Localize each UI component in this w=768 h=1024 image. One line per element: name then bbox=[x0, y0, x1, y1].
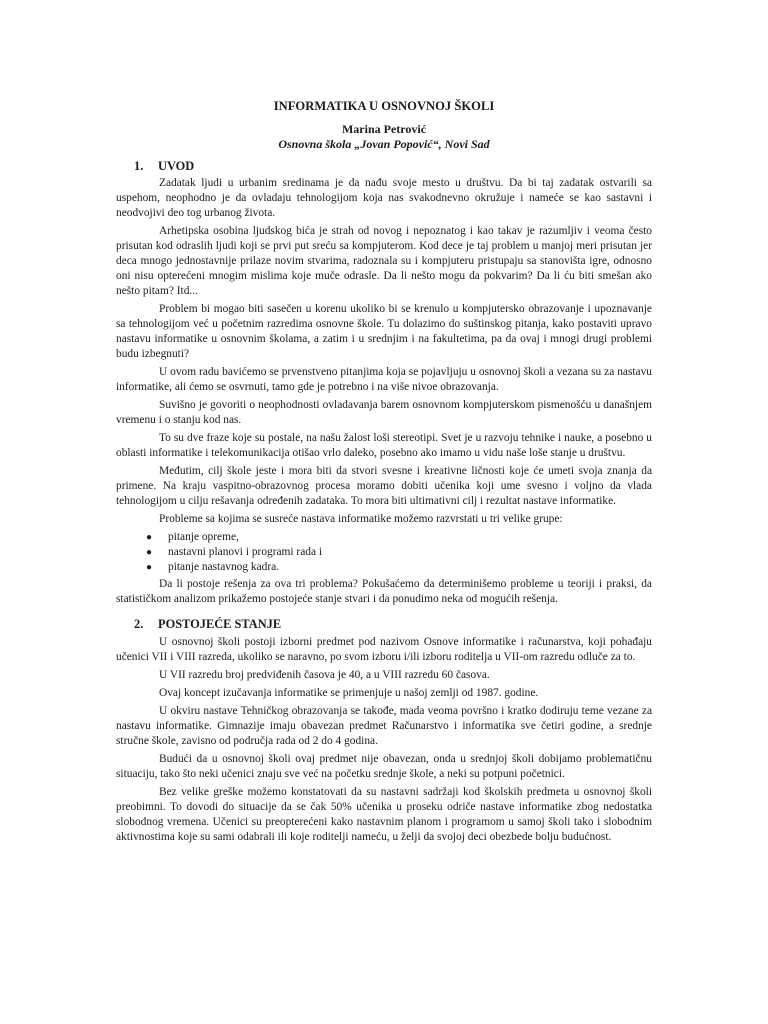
paragraph: Bez velike greške možemo konstatovati da su nastavni sadržaji kod školskih predmeta u osnovnoj školi preobimni. To dovodi do situacije da se čak 50% učenika u proseku odriče nastave informatike zbog nedostatka slobodnog vremena. Učenici su preopterećeni kako nastavnim planom i programom u samoj školi tako i slobodnim aktivnostima koje su sami odabrali ili koje roditelji nameću, u želji da svojoj deci obezbede bolju budućnost. bbox=[116, 786, 652, 843]
list-item-text: nastavni planovi i programi rada i bbox=[168, 546, 323, 558]
paragraph: Zadatak ljudi u urbanim sredinama je da nađu svoje mesto u društvu. Da bi taj zadatak ostvarili sa uspehom, neophodno je da ovladaju tehnologijom koja nas svakodnevno okružuje i nameće se kao sastavni i neodvojivi deo tog urbanog života. bbox=[116, 177, 652, 219]
bullet-list bbox=[116, 530, 652, 575]
section-title: POSTOJEĆE STANJE bbox=[158, 617, 282, 631]
paragraph: Probleme sa kojima se susreće nastava informatike možemo razvrstati u tri velike grupe: bbox=[159, 513, 563, 525]
paragraph: U ovom radu bavićemo se prvenstveno pitanjima koja se pojavljuju u osnovnoj školi a vezana su za nastavu informatike, ali ćemo se osvrnuti, tamo gde je potrebno i na više nivoe obrazovanja. bbox=[116, 366, 652, 393]
paragraph: Suvišno je govoriti o neophodnosti ovladavanja barem osnovnom kompjuterskom pismenošću u današnjem vremenu i o stanju kod nas. bbox=[116, 399, 652, 426]
section-title: UVOD bbox=[158, 159, 195, 173]
section-heading-1 bbox=[116, 159, 652, 174]
paragraph: Budući da u osnovnoj školi ovaj predmet nije obavezan, onda u srednjoj školi dobijamo problematičnu situaciju, tako što neki učenici znaju sve već na početku srednje škole, a neki su potpuni početnici. bbox=[116, 753, 652, 780]
section-number: 2. bbox=[134, 617, 144, 631]
list-item bbox=[116, 530, 652, 545]
bullet-icon: ● bbox=[146, 532, 153, 543]
paragraph: U okviru nastave Tehničkog obrazovanja se takođe, mada veoma površno i kratko dodiruju teme vezane za nastavu informatike. Gimnazije imaju obavezan predmet Računarstvo i informatika sve četiri godine, a srednje stručne škole, zavisno od područja rada od 2 do 4 godina. bbox=[116, 705, 652, 747]
section-number: 1. bbox=[134, 159, 144, 173]
paragraph: U VII razredu broj predviđenih časova je 40, a u VIII razredu 60 časova. bbox=[159, 669, 490, 681]
list-item bbox=[116, 545, 652, 560]
paragraph: Problem bi mogao biti sasečen u korenu ukoliko bi se krenulo u kompjutersko obrazovanje i upoznavanje sa tehnologijom već u početnim razredima osnovne škole. Tu dolazimo do suštinskog pitanja, kako postaviti upravo nastavu informatike u osnovnim školama, a zatim i u srednjim i na fakultetima, pa da ovaj i mnogi drugi problemi budu izbegnuti? bbox=[116, 303, 652, 360]
author-name: Marina Petrović bbox=[341, 122, 427, 136]
paragraph: U osnovnoj školi postoji izborni predmet pod nazivom Osnove informatike i računarstva, koji pohađaju učenici VII i VIII razreda, ukoliko se naravno, po svom izboru i/ili izboru roditelja u VII-om razredu odluče za to. bbox=[116, 636, 652, 663]
paragraph: To su dve fraze koje su postale, na našu žalost loši stereotipi. Svet je u razvoju tehnike i nauke, a posebno u oblasti informatike i telekomunikacija otišao vrlo daleko, posebno ako imamo u vidu naše loše stanje u društvu. bbox=[116, 432, 652, 459]
section-heading-2 bbox=[116, 617, 652, 632]
paragraph: Međutim, cilj škole jeste i mora biti da stvori svesne i kreativne ličnosti koje će umeti svoja znanja da primene. Na kraju vaspitno-obrazovnog procesa moramo dobiti učenika koji ume svesno i voljno da vlada tehnologijom u cilju rešavanja određenih zadataka. To mora biti ultimativni cilj i rezultat nastave informatike. bbox=[116, 465, 652, 507]
author-affiliation: Osnovna škola „Jovan Popović“, Novi Sad bbox=[278, 137, 490, 151]
list-item bbox=[116, 560, 652, 575]
paragraph: Ovaj koncept izučavanja informatike se primenjuje u našoj zemlji od 1987. godine. bbox=[159, 687, 539, 699]
document-page bbox=[116, 98, 652, 848]
bullet-icon: ● bbox=[146, 562, 153, 573]
bullet-icon: ● bbox=[146, 547, 153, 558]
document-title: INFORMATIKA U OSNOVNOJ ŠKOLI bbox=[273, 99, 495, 113]
list-item-text: pitanje opreme, bbox=[168, 531, 239, 543]
list-item-text: pitanje nastavnog kadra. bbox=[168, 561, 280, 573]
paragraph: Da li postoje rešenja za ova tri problema? Pokušaćemo da determinišemo probleme u teoriji i praksi, da statističkom analizom prikažemo postojeće stanje stvari i da ponudimo neka od mogućih rešenja. bbox=[116, 578, 652, 605]
paragraph: Arhetipska osobina ljudskog bića je strah od novog i nepoznatog i kao takav je razumljiv i veoma često prisutan kod odraslih ljudi koji se prvi put sreću sa kompjuterom. Kod dece je taj problem u manjoj meri prisutan jer deca mnogo jednostavnije prilaze novim stvarima, radoznala su i kompjuteru pristupaju sa stanovišta igre, odnosno oni nisu opterećeni mnogim mislima koje muče odrasle. Da li nešto mogu da pokvarim? Da li ću biti smešan ako nešto pitam? Itd... bbox=[116, 225, 652, 297]
